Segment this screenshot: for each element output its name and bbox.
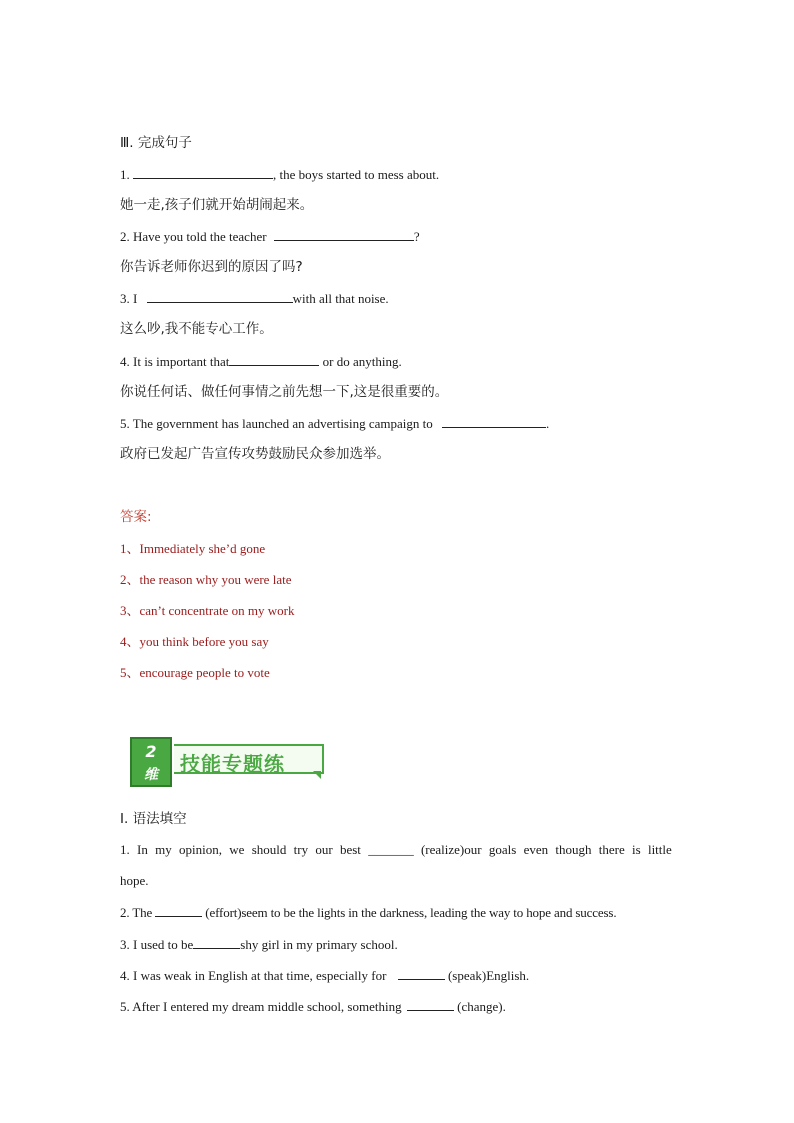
banner-band (174, 744, 324, 774)
q1-blank[interactable]: _______ (368, 842, 414, 857)
q1-word: we (229, 842, 245, 857)
answer-item: 5、encourage people to vote (120, 665, 270, 680)
grammar-question-3 (120, 936, 398, 953)
banner-corner (313, 771, 321, 779)
q2-end: (effort)seem to be the lights in the darkness, leading the way to hope and success. (205, 905, 617, 920)
answer-blank[interactable] (133, 166, 273, 179)
sentence-5-translation: 政府已发起广告宣传攻势鼓励民众参加选举。 (120, 446, 390, 462)
sentence-1-number: 1. (120, 167, 130, 182)
q5-end: (change). (457, 999, 506, 1014)
q1-word: best (339, 842, 361, 857)
sentence-2-text: 2. Have you told the teacher (120, 229, 267, 244)
section-banner (130, 735, 326, 791)
grammar-question-1-cont: hope. (120, 873, 149, 888)
answer-blank[interactable] (442, 415, 546, 428)
sentence-4-translation: 你说任何话、做任何事情之前先想一下,这是很重要的。 (120, 384, 449, 400)
section-3-heading: Ⅲ. 完成句子 (120, 135, 192, 151)
banner-badge-number: 2 (145, 742, 157, 761)
answer-item: 1、Immediately she’d gone (120, 541, 266, 556)
sentence-5 (120, 415, 549, 432)
sentence-3-translation: 这么吵,我不能专心工作。 (120, 321, 273, 337)
q1-word: even (523, 842, 549, 857)
sentence-1 (120, 166, 439, 183)
q1-word: is (632, 842, 641, 857)
q1-word: little (647, 842, 672, 857)
grammar-question-1 (120, 842, 672, 858)
banner-badge (130, 737, 172, 787)
sentence-3 (120, 290, 389, 307)
answer-item: 2、the reason why you were late (120, 572, 292, 587)
q5-text: 5. After I entered my dream middle school, something (120, 999, 402, 1014)
q1-word: our (315, 842, 333, 857)
answer-blank[interactable] (147, 290, 293, 303)
answer-blank[interactable] (398, 967, 445, 980)
section-1-heading: I. 语法填空 (120, 811, 187, 827)
grammar-question-2 (120, 904, 616, 921)
sentence-3-text: 3. I (120, 291, 138, 306)
sentence-2 (120, 228, 420, 245)
sentence-4 (120, 353, 402, 370)
answer-blank[interactable] (229, 353, 319, 366)
answers-heading: 答案: (120, 509, 152, 525)
banner-title: 技能专题练 (180, 752, 285, 776)
q1-word: though (555, 842, 592, 857)
grammar-question-4 (120, 967, 529, 984)
answer-blank[interactable] (193, 936, 240, 949)
q4-text: 4. I was weak in English at that time, especially for (120, 968, 387, 983)
answer-item: 3、can’t concentrate on my work (120, 603, 295, 618)
sentence-3-end: with all that noise. (292, 291, 389, 306)
q1-word: goals (488, 842, 517, 857)
q3-end: shy girl in my primary school. (240, 937, 398, 952)
answer-blank[interactable] (155, 904, 202, 917)
sentence-2-end: ? (413, 229, 420, 244)
sentence-2-translation: 你告诉老师你迟到的原因了吗? (120, 259, 303, 275)
answer-blank[interactable] (407, 998, 454, 1011)
sentence-5-end: . (546, 416, 550, 431)
q1-word: (realize)our (420, 842, 482, 857)
grammar-question-5 (120, 998, 506, 1015)
q1-word: try (293, 842, 309, 857)
q1-word: 1. (120, 842, 130, 857)
answer-blank[interactable] (274, 228, 414, 241)
q2-text: 2. The (120, 905, 153, 920)
sentence-1-text: , the boys started to mess about. (273, 167, 440, 182)
sentence-1-translation: 她一走,孩子们就开始胡闹起来。 (120, 197, 314, 213)
q1-word: opinion, (179, 842, 222, 857)
sentence-5-text: 5. The government has launched an advertising campaign to (120, 416, 433, 431)
q1-word: my (155, 842, 172, 857)
answer-item: 4、you think before you say (120, 634, 269, 649)
q1-word: there (598, 842, 625, 857)
q1-word: In (137, 842, 148, 857)
banner-badge-char: 维 (144, 767, 158, 783)
q3-text: 3. I used to be (120, 937, 194, 952)
sentence-4-end: or do anything. (322, 354, 402, 369)
q1-word: should (251, 842, 287, 857)
q4-end: (speak)English. (447, 968, 530, 983)
sentence-4-text: 4. It is important that (120, 354, 230, 369)
